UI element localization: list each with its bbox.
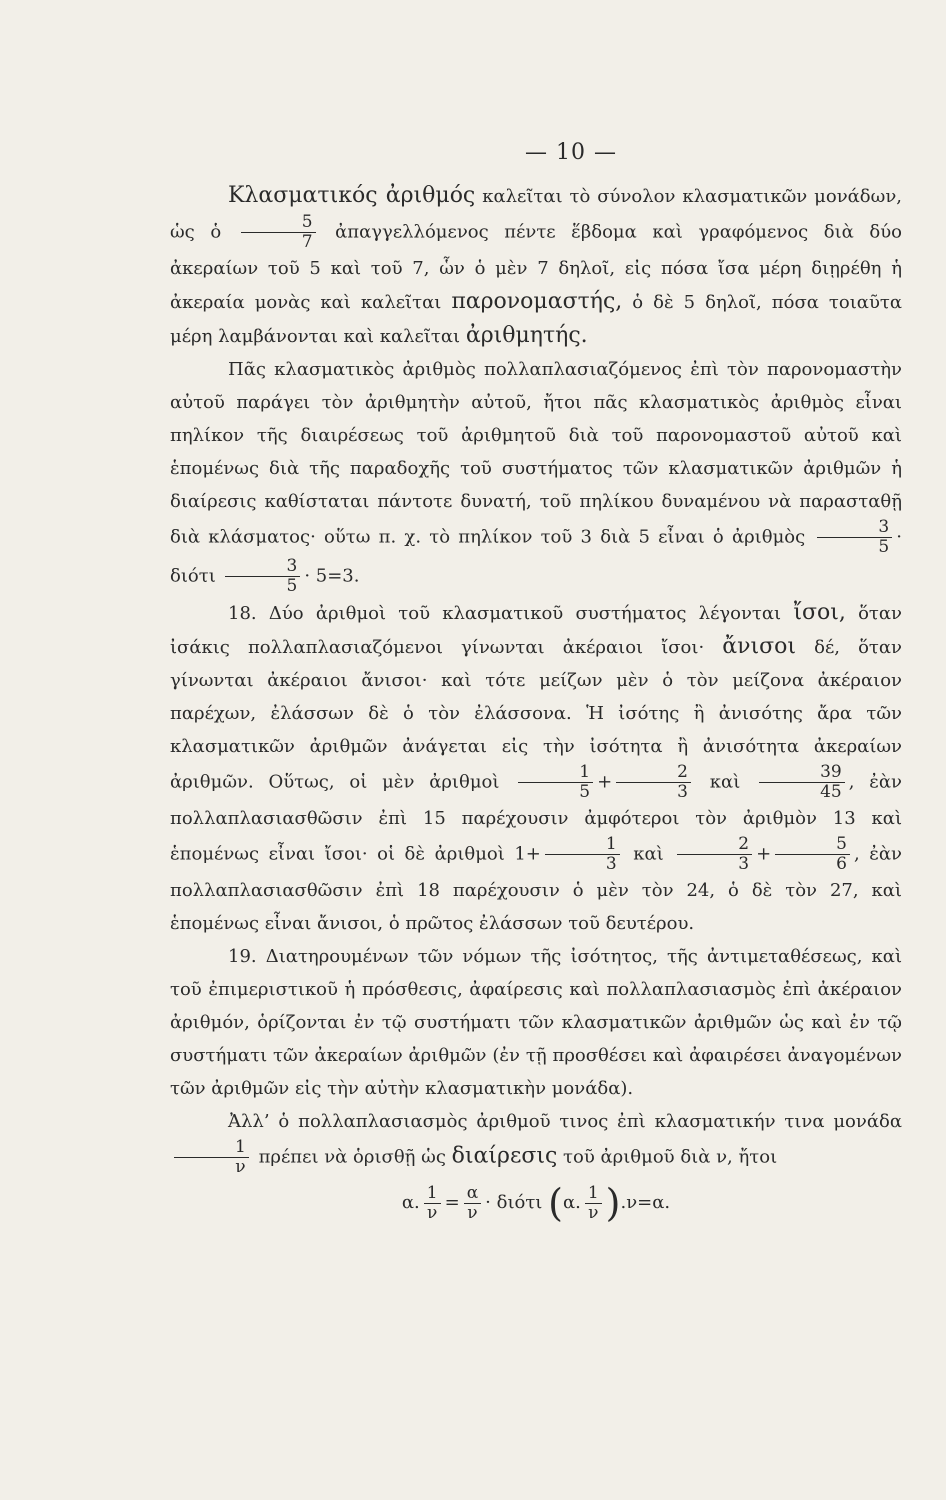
numerator: 5 — [775, 835, 850, 855]
equation — [170, 1183, 902, 1223]
denominator: ν — [235, 1157, 246, 1177]
section-number: 18. — [228, 603, 257, 624]
section-number: 19. — [228, 946, 257, 967]
equals-sign: = — [444, 1192, 460, 1213]
denominator: 5 — [878, 537, 890, 557]
text: τοῦ ἀριθμοῦ διὰ ν, ἤτοι — [563, 1146, 778, 1168]
denominator: ν — [588, 1202, 599, 1223]
denominator: 3 — [677, 782, 688, 802]
text: · διότι — [485, 1192, 543, 1213]
term-division: διαίρεσις — [451, 1143, 558, 1169]
fraction-1-nu — [585, 1184, 602, 1223]
right-paren: ) — [605, 1181, 621, 1225]
fraction-5-7 — [241, 213, 316, 252]
text: , ἐὰν πολλαπλασιασθῶσιν ἐπὶ 18 παρέχουσιν ὁ μὲν τὸν 24, ὁ δὲ τὸν 27, καὶ ἑπομένως εἶναι ἄνισοι, ὁ πρῶτος ἐλάσσων τοῦ δευτέρου. — [170, 843, 902, 934]
numerator: 2 — [677, 835, 752, 855]
denominator: 5 — [286, 576, 298, 596]
paragraph-definition — [170, 179, 902, 353]
text: ἀπαγγελλόμενος πέντε ἕβδομα καὶ γραφόμενος διὰ δύο ἀκεραίων τοῦ 5 καὶ τοῦ 7, ὧν ὁ μὲν 7 δηλοῖ, εἰς πόσα ἴσα μέρη διῃρέθη ἡ ἀκεραία μονὰς καὶ καλεῖται — [170, 221, 902, 313]
term-unequal: ἄνισοι — [722, 634, 797, 659]
text: πρέπει νὰ ὁρισθῇ ὡς — [258, 1146, 446, 1168]
paragraph-multiplication — [170, 1105, 902, 1177]
left-paren: ( — [548, 1181, 563, 1225]
text: καὶ — [633, 843, 664, 865]
fraction-1-nu — [174, 1138, 249, 1177]
denominator: 3 — [605, 854, 617, 874]
fraction-3-5 — [817, 518, 892, 557]
plus-sign: + — [597, 771, 613, 793]
text: Ἀλλ’ ὁ πολλαπλασιασμὸς ἀριθμοῦ τινος ἐπὶ κλασματικήν τινα μονάδα — [228, 1111, 902, 1132]
term-equal: ἴσοι, — [793, 600, 846, 625]
text: καὶ — [709, 771, 741, 793]
denominator: 45 — [820, 782, 842, 802]
numerator: 1 — [174, 1138, 249, 1158]
fraction-alpha-nu — [464, 1184, 481, 1223]
text: Δύο ἀριθμοὶ τοῦ κλασματικοῦ συστήματος λέγονται — [268, 603, 782, 624]
denominator: 6 — [836, 854, 847, 874]
numerator: α — [464, 1184, 481, 1204]
numerator: 3 — [817, 518, 892, 538]
paragraph-quotient — [170, 353, 902, 596]
numerator: 1 — [545, 835, 620, 855]
plus-sign: + — [756, 843, 772, 865]
numerator: 5 — [241, 213, 316, 233]
text: δέ, ὅταν γίνωνται ἀκέραιοι ἄνισοι· καὶ τότε μείζων μὲν ὁ τὸν μείζονα ἀκέραιον παρέχων, ἐλάσσων δὲ ὁ τὸν ἐλάσσονα. Ἡ ἰσότης ἢ ἀνισότης ἄρα τῶν κλασματικῶν ἀριθμῶν ἀνάγεται εἰς τὴν ἰσότητα ἢ ἀνισότητα ἀκεραίων ἀριθμῶν. Οὕτως, οἱ μὲν ἀριθμοὶ — [170, 637, 902, 793]
eq-term: α. — [562, 1192, 581, 1213]
fraction-2-3 — [677, 835, 752, 874]
numerator: 1 — [585, 1184, 602, 1204]
fraction-1-5 — [518, 763, 593, 802]
numerator: 39 — [759, 763, 845, 783]
numerator: 2 — [616, 763, 691, 783]
denominator: 3 — [738, 854, 750, 874]
term-fraction-number: Κλασματικός ἀριθμός — [228, 183, 476, 208]
page-number: — 10 — — [525, 140, 617, 165]
fraction-3-5 — [225, 557, 300, 596]
numerator: 1 — [518, 763, 593, 783]
denominator: 5 — [579, 782, 591, 802]
text: · διότι — [170, 526, 902, 587]
fraction-39-45 — [759, 763, 845, 802]
text: Πᾶς κλασματικὸς ἀριθμὸς πολλαπλασιαζόμενος ἐπὶ τὸν παρονομαστὴν αὐτοῦ παράγει τὸν ἀριθμητὴν αὐτοῦ, ἤτοι πᾶς κλασματικὸς ἀριθμὸς εἶναι πηλίκον τῆς διαιρέσεως τοῦ ἀριθμητοῦ διὰ τοῦ παρονομαστοῦ αὐτοῦ καὶ ἑπομένως διὰ τῆς παραδοχῆς τοῦ συστήματος τῶν κλασματικῶν ἀριθμῶν ἡ διαίρεσις καθίσταται πάντοτε δυνατή, τοῦ πηλίκου δυναμένου νὰ παρασταθῇ διὰ κλάσματος· οὕτω π. χ. τὸ πηλίκον τοῦ 3 διὰ 5 εἶναι ὁ ἀριθμὸς — [170, 359, 902, 548]
text: καλεῖται τὸ σύνολον κλασματικῶν μονάδων, ὡς ὁ — [170, 186, 902, 243]
fraction-1-nu — [424, 1184, 441, 1223]
section-19 — [170, 940, 902, 1105]
numerator: 1 — [424, 1184, 441, 1204]
section-18 — [170, 596, 902, 940]
fraction-1-3 — [545, 835, 620, 874]
denominator: 7 — [301, 232, 313, 252]
eq-term: .ν=α. — [620, 1192, 671, 1213]
term-denominator: παρονομαστής, — [451, 289, 623, 314]
denominator: ν — [467, 1202, 478, 1223]
fraction-2-3 — [616, 763, 691, 802]
fraction-5-6 — [775, 835, 850, 874]
numerator: 3 — [225, 557, 300, 577]
denominator: ν — [427, 1202, 438, 1223]
text: ὅταν ἰσάκις πολλαπλασιαζόμενοι γίνωνται ἀκέραιοι ἴσοι· — [170, 603, 902, 658]
text: · 5=3. — [304, 565, 360, 587]
text: ὁ δὲ 5 δηλοῖ, πόσα τοιαῦτα μέρη λαμβάνονται καὶ καλεῖται — [170, 292, 902, 347]
text: , ἐὰν πολλαπλασιασθῶσιν ἐπὶ 15 παρέχουσιν ἀμφότεροι τὸν ἀριθμὸν 13 καὶ ἑπομένως εἶναι ἴσοι· οἱ δὲ ἀριθμοὶ 1+ — [170, 771, 902, 865]
term-numerator: ἀριθμητής. — [465, 323, 588, 348]
eq-term: α. — [401, 1192, 420, 1213]
text: Διατηρουμένων τῶν νόμων τῆς ἰσότητος, τῆς ἀντιμεταθέσεως, καὶ τοῦ ἐπιμεριστικοῦ ἡ πρόσθεσις, ἀφαίρεσις καὶ πολλαπλασιασμὸς ἐπὶ ἀκέραιον ἀριθμόν, ὁρίζονται ἐν τῷ συστήματι τῶν κλασματικῶν ἀριθμῶν ὡς καὶ ἐν τῷ συστήματι τῶν ἀκεραίων ἀριθμῶν (ἐν τῇ προσθέσει καὶ ἀφαιρέσει ἀναγομένων τῶν ἀριθμῶν εἰς τὴν αὐτὴν κλασματικὴν μονάδα). — [170, 946, 903, 1099]
